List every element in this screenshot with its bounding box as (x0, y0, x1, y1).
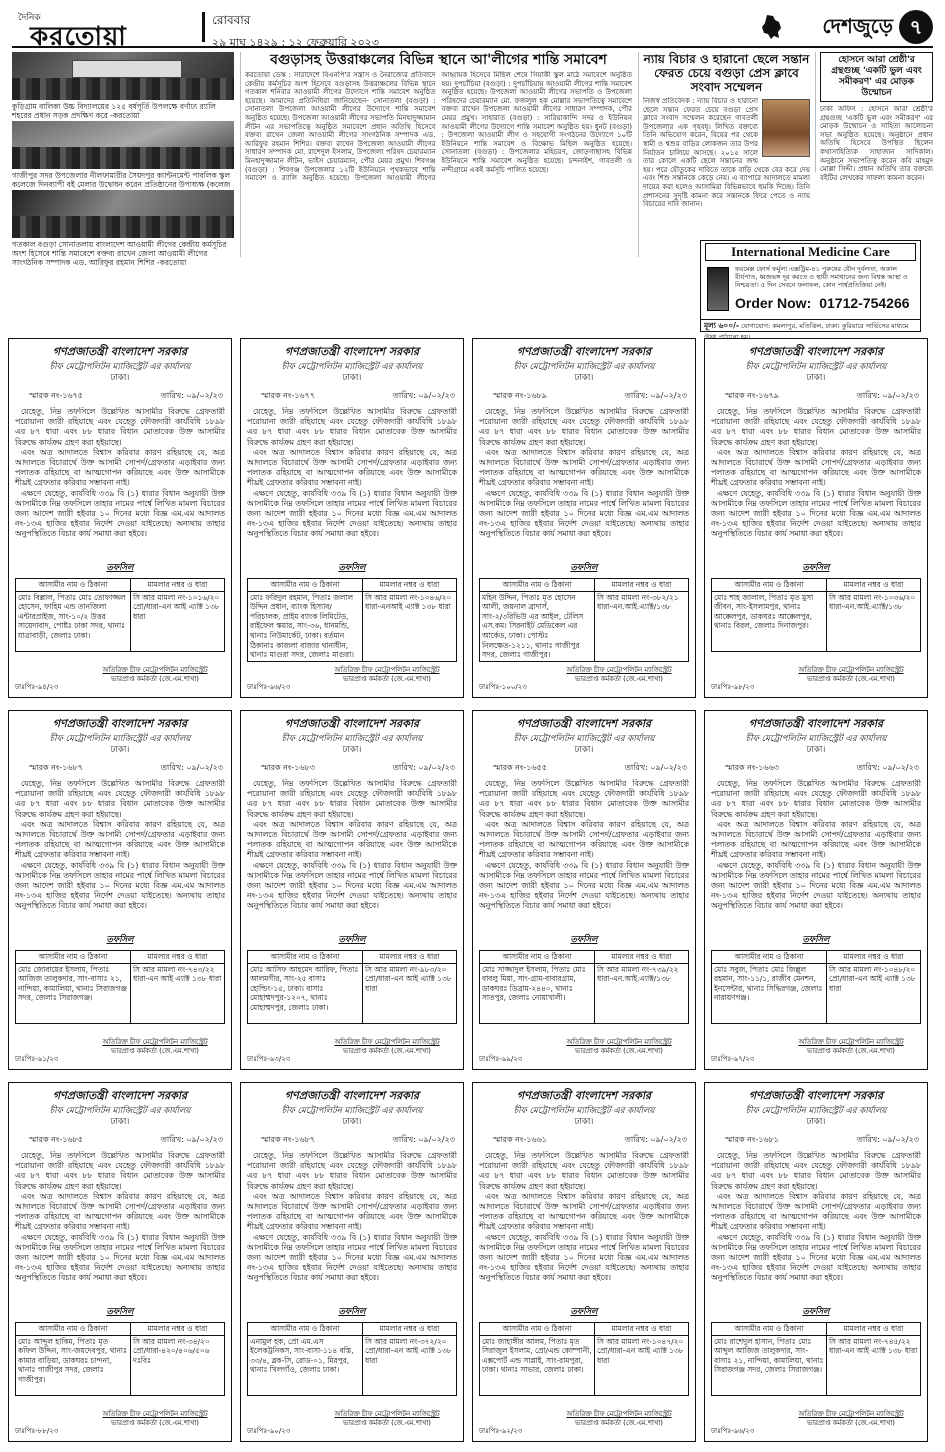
notice-paragraph: এক্ষণে যেহেতু, কার্যবিধি ৩৩৯ বি (১) ধারার বিধান অনুযায়ী উক্ত আসামীকে নিম্ন তফসিলে তাহার নামের পার্শ্বে লিখিত মামলা বিচারের জন্য আদেশ জারী হইবার ১০ দিনের মধ্যে বিজ্ঞ এম.এম আদালত নং-১৩এ হাজির হইবার নির্দেশ দেওয়া যাইতেছে। অন্যথায় তাহার অনুপস্থিতিতে বিচার কার্য সমাধা করা হইবে। (711, 1232, 921, 1283)
portrait-photo (762, 99, 810, 157)
notice-date: তারিখ: ০৯/০২/২৩ (624, 391, 687, 400)
notice-government: গণপ্রজাতন্ত্রী বাংলাদেশ সরকার (748, 717, 884, 730)
notice-paragraph: যেহেতু, নিম্ন তফসিলে উল্লেখিত আসামীর বিরুদ্ধে গ্রেফতারী পরোয়ানা জারী রহিয়াছে এবং যেহেতু ফৌজদারী কার্যবিধি ১৮৯৮ এর ৮৭ ধারা এবং ৮৮ ধারার বিধান মোতাবেক উক্ত আসামীর বিরুদ্ধে কার্যক্রম গ্রহণ করা হইয়াছে। (247, 779, 457, 819)
notice-paragraph: এবং অত্র আদালতে বিশ্বাস করিবার কারণ রহিয়াছে যে, অত্র আদালতে বিচারার্থে উক্ত আসামী সোপর্দ/গ্রেফতার এড়াইবার জন্য পলাতক রহিয়াছে বা আত্মগোপন করিয়াছে এবং উক্ত আসামীকে শীঘ্রই গ্রেফতার করিবার সম্ভাবনা নাই। (479, 819, 689, 860)
accused-cell: মোঃ শাহ জালাল, পিতাঃ মৃত মুসা জীবন, সাং-ইসলামপুর, থানাঃ আক্কেলপুর, ডাকঘরঃ আক্কেলপুর, থানাঃ বিরল, জেলাঃ দিনাজপুর। (712, 591, 827, 651)
notice-reference: ঢাঃপিঃ-৯৮/২৩ (711, 683, 755, 691)
signature-subtitle: ভারপ্রাপ্ত কর্মকর্তা (জে.এম.শাখা) (111, 674, 199, 683)
memo-number: স্মারক নং-১৬৬১ (493, 1135, 548, 1144)
signature-title: অতিরিক্ত চীফ মেট্রোপলিটন ম্যাজিস্ট্রেট (798, 1038, 904, 1046)
notice-meta (711, 390, 921, 403)
masthead (12, 8, 933, 52)
memo-number: স্মারক নং-১৬৮৭ (261, 1135, 316, 1144)
schedule-label: তফসিল (106, 1307, 134, 1317)
notice-office: চীফ মেট্রোপলিটন ম্যাজিস্ট্রেট এর কার্যালয় (513, 734, 655, 744)
notice-meta (711, 762, 921, 775)
accused-cell: মহিন উদ্দিন, পিতাঃ মৃত হোসেন আলী, জয়নাল ব্রাদার্স, সাং-২/৩রিভিউ এর আইল, টেলিস এস.কম। সিরনাইট মেডিকেল এর আর্কেড, ঢাকা। পোস্টঃ নিলক্ষেত-১২১১, থানাঃ গাজীপুর সদর, জেলাঃ গাজীপুর। (480, 591, 595, 661)
schedule-table (247, 1322, 457, 1396)
case-cell: সি আর মামলা নং-১০৪৬/২০ ধারা-এনআই এ্যাক্ট ১৩৮ ধারা (362, 591, 456, 661)
notice-reference: ঢাঃপিঃ-১০০/২৩ (479, 683, 527, 691)
ad-text: ফরমেক্স ফোর্স ফর্মুলা এক্সট্রিম-৪১ পুরুষের যৌন দুর্বলতা, অকাল বীর্যপাত, ধ্বজভঙ্গ দূর করতে ও স্থায়ী সমাধানের জন্য বিশ্বস্ত আস্থা ও নিশ্চয়তা। ৫ দিন সেবনে ফলাফল, কোন পার্শ্বপ্রতিক্রিয়া নেই। (735, 265, 908, 289)
notice-paragraph: এবং অত্র আদালতে বিশ্বাস করিবার কারণ রহিয়াছে যে, অত্র আদালতে বিচারার্থে উক্ত আসামী সোপর্দ/গ্রেফতার এড়াইবার জন্য পলাতক রহিয়াছে বা আত্মগোপন করিয়াছে এবং উক্ত আসামীকে শীঘ্রই গ্রেফতার করিবার সম্ভাবনা নাই। (15, 819, 225, 860)
signature-subtitle: ভারপ্রাপ্ত কর্মকর্তা (জে.এম.শাখা) (807, 1418, 895, 1427)
notice-government: গণপ্রজাতন্ত্রী বাংলাদেশ সরকার (748, 345, 884, 358)
signature-subtitle: ভারপ্রাপ্ত কর্মকর্তা (জে.এম.শাখা) (807, 1046, 895, 1055)
press-headline: ন্যায় বিচার ও হারানো ছেলে সন্তান ফেরত চেয়ে বগুড়া প্রেস ক্লাবে সংবাদ সম্মেলন (643, 52, 810, 94)
accused-cell: মোঃ বিল্লাল, পিতাঃ মোঃ তোফাজ্জল হোসেন, ফাহিম এন্ড তানজিলা এন্টারপ্রাইজ, সাং-১০/২ উত্তর সায়েদাবাদ, পোষ্টঃ ঢাকা সদর, থানাঃ যাত্রাবাড়ী, জেলাঃ ঢাকা। (16, 591, 131, 651)
col-case-header: মামলার নম্বর ও ধারা (826, 1323, 920, 1336)
bangladesh-map-icon (759, 14, 783, 40)
notice-office: চীফ মেট্রোপলিটন ম্যাজিস্ট্রেট এর কার্যালয় (281, 1106, 423, 1116)
notice-city: ঢাকা। (342, 745, 362, 755)
medicine-advertisement (700, 240, 921, 341)
notice-signature (781, 666, 921, 683)
accused-cell: মোঃ রাশেদুল হাসান, পিতাঃ মোঃ আব্দুল আজিজ তালুকদার, সাং-বাসাঃ ২১, নান্দিয়া, কামালিয়া, থানাঃ সিরাজগঞ্জ সদর, জেলাঃ সিরাজগঞ্জ। (712, 1335, 827, 1395)
notice-city: ঢাকা। (806, 745, 826, 755)
notice-body (479, 779, 689, 929)
notice-reference: ঢাঃপিঃ-৯৬/২৩ (711, 1427, 755, 1435)
col-case-header: মামলার নম্বর ও ধারা (362, 579, 456, 592)
case-cell: সি আর মামলা নং-৩৪/২০ প্রো/ধারা-৪২০/৪০৬/৫০৬ দঃবিঃ (130, 1335, 224, 1395)
col-accused-header: আসামীর নাম ও ঠিকানা (16, 579, 131, 592)
schedule-label: তফসিল (338, 1307, 366, 1317)
notice-office: চীফ মেট্রোপলিটন ম্যাজিস্ট্রেট এর কার্যালয় (281, 734, 423, 744)
memo-number: স্মারক নং-১৬৫৫ (493, 763, 547, 772)
memo-number: স্মারক নং-১৬৬৩ (725, 763, 780, 772)
court-notice (472, 1082, 696, 1442)
notice-body (247, 407, 457, 557)
col-accused-header: আসামীর নাম ও ঠিকানা (16, 951, 131, 964)
signature-title: অতিরিক্ত চীফ মেট্রোপলিটন ম্যাজিস্ট্রেট (334, 666, 440, 674)
meeting-photo (12, 190, 234, 238)
schedule-label: তফসিল (570, 1307, 598, 1317)
notice-paragraph: যেহেতু, নিম্ন তফসিলে উল্লেখিত আসামীর বিরুদ্ধে গ্রেফতারী পরোয়ানা জারী রহিয়াছে এবং যেহেতু ফৌজদারী কার্যবিধি ১৮৯৮ এর ৮৭ ধারা এবং ৮৮ ধারার বিধান মোতাবেক উক্ত আসামীর বিরুদ্ধে কার্যক্রম গ্রহণ করা হইয়াছে। (247, 407, 457, 447)
main-headline: বগুড়াসহ উত্তরাঞ্চলের বিভিন্ন স্থানে আ'লীগের শান্তি সমাবেশ (270, 52, 607, 68)
signature-title: অতিরিক্ত চীফ মেট্রোপলিটন ম্যাজিস্ট্রেট (566, 1038, 672, 1046)
accused-cell: মোঃ আব্দুল হাকিম, পিতাঃ মৃত কফিল উদ্দিন, সাং-জয়দেবপুর, থানাঃ কামার বাড়িয়া, ডাকঘরঃ চান্দনা, থানাঃ গাজীপুর সদর, জেলাঃ গাজীপুর। (16, 1335, 131, 1395)
signature-title: অতিরিক্ত চীফ মেট্রোপলিটন ম্যাজিস্ট্রেট (102, 666, 208, 674)
photo-banner (72, 60, 182, 78)
schedule-table (247, 578, 457, 662)
col-case-header: মামলার নম্বর ও ধারা (826, 579, 920, 592)
notice-paragraph: এবং অত্র আদালতে বিশ্বাস করিবার কারণ রহিয়াছে যে, অত্র আদালতে বিচারার্থে উক্ত আসামী সোপর্দ/গ্রেফতার এড়াইবার জন্য পলাতক রহিয়াছে বা আত্মগোপন করিয়াছে এবং উক্ত আসামীকে শীঘ্রই গ্রেফতার করিবার সম্ভাবনা নাই। (15, 447, 225, 488)
notice-paragraph: এক্ষণে যেহেতু, কার্যবিধি ৩৩৯ বি (১) ধারার বিধান অনুযায়ী উক্ত আসামীকে নিম্ন তফসিলে তাহার নামের পার্শ্বে লিখিত মামলা বিচারের জন্য আদেশ জারী হইবার ১০ দিনের মধ্যে বিজ্ঞ এম.এম আদালত নং-১৩এ হাজির হইবার নির্দেশ দেওয়া যাইতেছে। অন্যথায় তাহার অনুপস্থিতিতে বিচার কার্য সমাধা করা হইবে। (479, 1232, 689, 1283)
full-date: ২৯ মাঘ ১৪২৯ : ১২ ফেব্রুয়ারি ২০২৩ (212, 36, 380, 49)
schedule-label: তফসিল (570, 935, 598, 945)
notice-paragraph: যেহেতু, নিম্ন তফসিলে উল্লেখিত আসামীর বিরুদ্ধে গ্রেফতারী পরোয়ানা জারী রহিয়াছে এবং যেহেতু ফৌজদারী কার্যবিধি ১৮৯৮ এর ৮৭ ধারা এবং ৮৮ ধারার বিধান মোতাবেক উক্ত আসামীর বিরুদ্ধে কার্যক্রম গ্রহণ করা হইয়াছে। (479, 407, 689, 447)
notice-meta (247, 762, 457, 775)
notice-government: গণপ্রজাতন্ত্রী বাংলাদেশ সরকার (52, 717, 188, 730)
notice-paragraph: এক্ষণে যেহেতু, কার্যবিধি ৩৩৯ বি (১) ধারার বিধান অনুযায়ী উক্ত আসামীকে নিম্ন তফসিলে তাহার নামের পার্শ্বে লিখিত মামলা বিচারের জন্য আদেশ জারী হইবার ১০ দিনের মধ্যে বিজ্ঞ এম.এম আদালত নং-১৩এ হাজির হইবার নির্দেশ দেওয়া যাইতেছে। অন্যথায় তাহার অনুপস্থিতিতে বিচার কার্য সমাধা করা হইবে। (479, 860, 689, 911)
notice-government: গণপ্রজাতন্ত্রী বাংলাদেশ সরকার (516, 1089, 652, 1102)
notice-office: চীফ মেট্রোপলিটন ম্যাজিস্ট্রেট এর কার্যালয় (49, 1106, 191, 1116)
order-label: Order Now: (735, 295, 812, 311)
notice-grid (8, 338, 937, 1446)
ad-footer-text: যোগাযোগ: কমলাপুর, মতিঝিল, ঢাকা। কুরিয়ারে সার্ভিসের মাধ্যমে ঔষধ পাঠানো হয়। (704, 322, 909, 341)
photo-crowd (12, 216, 234, 238)
memo-number: স্মারক নং-১৬৭৭ (261, 391, 316, 400)
court-notice (8, 710, 232, 1070)
notice-government: গণপ্রজাতন্ত্রী বাংলাদেশ সরকার (52, 345, 188, 358)
schedule-label: তফসিল (338, 935, 366, 945)
notice-reference: ঢাঃপিঃ-৯৭/২৩ (711, 1055, 755, 1063)
notice-date: তারিখ: ০৯/০২/২৩ (624, 1135, 687, 1144)
notice-signature (549, 1038, 689, 1055)
schedule-label: তফসিল (106, 563, 134, 573)
court-notice (472, 338, 696, 698)
notice-date: তারিখ: ০৯/০২/২৩ (624, 763, 687, 772)
notice-body (479, 407, 689, 557)
col-case-header: মামলার নম্বর ও ধারা (362, 951, 456, 964)
notice-city: ঢাকা। (574, 745, 594, 755)
notice-paragraph: এক্ষণে যেহেতু, কার্যবিধি ৩৩৯ বি (১) ধারার বিধান অনুযায়ী উক্ত আসামীকে নিম্ন তফসিলে তাহার নামের পার্শ্বে লিখিত মামলা বিচারের জন্য আদেশ জারী হইবার ১০ দিনের মধ্যে বিজ্ঞ এম.এম আদালত নং-১৩এ হাজির হইবার নির্দেশ দেওয়া যাইতেছে। অন্যথায় তাহার অনুপস্থিতিতে বিচার কার্য সমাধা করা হইবে। (479, 488, 689, 539)
notice-body (15, 779, 225, 929)
notice-signature (781, 1038, 921, 1055)
notice-paragraph: যেহেতু, নিম্ন তফসিলে উল্লেখিত আসামীর বিরুদ্ধে গ্রেফতারী পরোয়ানা জারী রহিয়াছে এবং যেহেতু ফৌজদারী কার্যবিধি ১৮৯৮ এর ৮৭ ধারা এবং ৮৮ ধারার বিধান মোতাবেক উক্ত আসামীর বিরুদ্ধে কার্যক্রম গ্রহণ করা হইয়াছে। (15, 1151, 225, 1191)
memo-number: স্মারক নং-১৬৭৯ (725, 391, 780, 400)
notice-city: ঢাকা। (806, 1117, 826, 1127)
schedule-table (479, 578, 689, 662)
schedule-table (479, 950, 689, 1024)
court-notice (240, 338, 464, 698)
notice-reference: ঢাঃপিঃ-৮৮/২৩ (15, 1427, 59, 1435)
main-story-body: করতোয়া ডেস্ক : সারাদেশে বিএনপি'র সন্ত্রাস ও নৈরাজ্যের প্রতিবাদে কেন্দ্রীয় কর্মসূচির অংশ হিসেবে বগুড়াসহ উত্তরাঞ্চলের বিভিন্ন স্থানে গতকাল শনিবার আওয়ামী লীগের উদ্যোগে শান্তি সমাবেশ অনুষ্ঠিত হয়েছে। আমাদের প্রতিনিধিরা জানিয়েছেন- সোনাতলা (বগুড়া) : সোনাতলা উপজেলা আওয়ামী লীগের উদ্যোগে শান্তি সমাবেশ অনুষ্ঠিত হয়েছে। উপজেলা আওয়ামী লীগের সভাপতি মিনহাদুজ্জামান লীটন এর সভাপতিত্বে অনুষ্ঠিত সমাবেশে প্রধান অতিথি হিসেবে বক্তব্য রাখেন জেলা আওয়ামী লীগের সাংগঠনিক সম্পাদক এড. আরিফুর রহমান শিশির। বক্তব্য রাখেন উপজেলা আওয়ামী লীগের সাধারণ সম্পাদক মো. রাশেদুল ইসলাম, উপজেলা পরিষদ চেয়ারম্যান মিনহাদুজ্জামান লীটন, ভাইস চেয়ারম্যান, পৌর মেয়র প্রমুখ। শিবগঞ্জ (বগুড়া) : শিবগঞ্জ উপজেলার ১২টি ইউনিয়নে পৃথকভাবে শান্তি সমাবেশ ও র‌্যালি অনুষ্ঠিত হয়েছে। উপজেলা আওয়ামী লীগের আহ্বায়ক হিসেবে মিছিল শেষে সিয়াকী স্কুল মাঠে সমাবেশে অনুষ্ঠিত হয়। দুপচাঁচিয়া (বগুড়া) : দুপচাঁচিয়ায় আওয়ামী লীগের শান্তি সমাবেশ অনুষ্ঠিত হয়েছে। উপজেলা আওয়ামী লীগের সভাপতি ও উপজেলা পরিষদের চেয়ারম্যান মো. ফজলুল হক মোল্লার সভাপতিত্বে সমাবেশে বক্তব্য রাখেন উপজেলা আওয়ামী লীগের সাধারণ সম্পাদক, পৌর মেয়র প্রমুখ। সাহারাত (বগুড়া) : সারিয়াকান্দি সদর ও ইউনিয়ন আওয়ামী লীগের উদ্যোগে শান্তি সমাবেশ অনুষ্ঠিত হয়। ধুনট (বগুড়া) : উপজেলা আওয়ামী লীগ ও সহযোগী সংগঠনের উদ্যোগে ১০টি ইউনিয়নে শান্তি সমাবেশ ও বিক্ষোভ মিছিল অনুষ্ঠিত হয়েছে। সোনাতলা (বগুড়া) : উপজেলার মহিচরণ, জোড়গাছাসহ বিভিন্ন ইউনিয়নে শান্তি সমাবেশ অনুষ্ঠিত হয়েছে। চন্দনাইশ, গাবতলী ও নন্দীগ্রামে একই কর্মসূচি পালিত হয়েছে। (245, 71, 632, 183)
schedule-table (15, 1322, 225, 1396)
notice-city: ঢাকা। (806, 373, 826, 383)
notice-paragraph: এক্ষণে যেহেতু, কার্যবিধি ৩৩৯ বি (১) ধারার বিধান অনুযায়ী উক্ত আসামীকে নিম্ন তফসিলে তাহার নামের পার্শ্বে লিখিত মামলা বিচারের জন্য আদেশ জারী হইবার ১০ দিনের মধ্যে বিজ্ঞ এম.এম আদালত নং-১৩এ হাজির হইবার নির্দেশ দেওয়া যাইতেছে। অন্যথায় তাহার অনুপস্থিতিতে বিচার কার্য সমাধা করা হইবে। (15, 488, 225, 539)
notice-government: গণপ্রজাতন্ত্রী বাংলাদেশ সরকার (516, 717, 652, 730)
notice-paragraph: যেহেতু, নিম্ন তফসিলে উল্লেখিত আসামীর বিরুদ্ধে গ্রেফতারী পরোয়ানা জারী রহিয়াছে এবং যেহেতু ফৌজদারী কার্যবিধি ১৮৯৮ এর ৮৭ ধারা এবং ৮৮ ধারার বিধান মোতাবেক উক্ত আসামীর বিরুদ্ধে কার্যক্রম গ্রহণ করা হইয়াছে। (479, 779, 689, 819)
press-conference-story (638, 52, 810, 257)
book-fair-photo (12, 121, 234, 169)
section-title: দেশজুড়ে (822, 14, 893, 38)
memo-number: স্মারক নং-১৬৮১ (725, 1135, 779, 1144)
photo-caption: গতকাল বগুড়া সোনাতলায় বাংলাদেশ আওয়ামী লীগের কেন্দ্রীয় কর্মসূচির অংশ হিসেবে শান্তি সমাবেশে বক্তব্য রাখেন জেলা আওয়ামী লীগের সাংগঠনিক সম্পাদক এড. আরিফুর রহমান শিশির -করতোয়া (12, 240, 227, 267)
schedule-label: তফসিল (802, 935, 830, 945)
notice-date: তারিখ: ০৯/০২/২৩ (856, 391, 919, 400)
notice-city: ঢাকা। (110, 745, 130, 755)
notice-date: তারিখ: ০৯/০২/২৩ (392, 1135, 455, 1144)
notice-body (247, 779, 457, 929)
notice-meta (711, 1134, 921, 1147)
notice-government: গণপ্রজাতন্ত্রী বাংলাদেশ সরকার (516, 345, 652, 358)
court-notice (8, 1082, 232, 1442)
signature-title: অতিরিক্ত চীফ মেট্রোপলিটন ম্যাজিস্ট্রেট (566, 1410, 672, 1418)
memo-number: স্মারক নং-১৬৭৫ (29, 391, 84, 400)
notice-body (247, 1151, 457, 1301)
notice-city: ঢাকা। (110, 373, 130, 383)
case-cell: সি আর মামলা নং-১০৪৮/২০ প্রো/ধারা-এন আই এ্যাক্ট ১৩৮ ধারা (826, 963, 920, 1023)
notice-city: ঢাকা। (342, 373, 362, 383)
col-accused-header: আসামীর নাম ও ঠিকানা (480, 579, 595, 592)
col-accused-header: আসামীর নাম ও ঠিকানা (480, 1323, 595, 1336)
case-cell: সি আর মামলা নং-১০৩৬/২০ ধারা-এন.আই.এ্যাক্ট/১৩৮ (826, 591, 920, 651)
schedule-table (711, 578, 921, 652)
schedule-table (711, 950, 921, 1024)
notice-office: চীফ মেট্রোপলিটন ম্যাজিস্ট্রেট এর কার্যালয় (513, 1106, 655, 1116)
memo-number: স্মারক নং-১৬৮৫ (29, 1135, 83, 1144)
court-notice (240, 710, 464, 1070)
accused-cell: মোঃ ফরিদুল রহমান, পিতাঃ জলাল উদ্দিন প্রধান, ব্যাংক হিস্যাব/পরিচালক, প্রাইম ব্যাংক লিমিটেড, রাইফেল স্কয়ার, সাং-৩৬, ধানমন্ডি, থানাঃ নিউমার্কেট, ঢাকা। বর্তমান ঠিকানাঃ কাজলা বাজার থানাধীন, থানাঃ মাগুরা সদর, জেলাঃ মাগুরা। (248, 591, 363, 661)
notice-date: তারিখ: ০৯/০২/২৩ (160, 763, 223, 772)
accused-cell: মোঃ জোবায়ের ইসলাম, পিতাঃ আজিজ তালুকদার, সাং-বাসাঃ ২১, নান্দিয়া, কামালিয়া, থানাঃ সিরাজগঞ্জ সদর, জেলাঃ সিরাজগঞ্জ। (16, 963, 131, 1023)
notice-signature (549, 1410, 689, 1427)
court-notice (704, 710, 928, 1070)
notice-paragraph: এক্ষণে যেহেতু, কার্যবিধি ৩৩৯ বি (১) ধারার বিধান অনুযায়ী উক্ত আসামীকে নিম্ন তফসিলে তাহার নামের পার্শ্বে লিখিত মামলা বিচারের জন্য আদেশ জারী হইবার ১০ দিনের মধ্যে বিজ্ঞ এম.এম আদালত নং-১৩এ হাজির হইবার নির্দেশ দেওয়া যাইতেছে। অন্যথায় তাহার অনুপস্থিতিতে বিচার কার্য সমাধা করা হইবে। (247, 488, 457, 539)
notice-paragraph: যেহেতু, নিম্ন তফসিলে উল্লেখিত আসামীর বিরুদ্ধে গ্রেফতারী পরোয়ানা জারী রহিয়াছে এবং যেহেতু ফৌজদারী কার্যবিধি ১৮৯৮ এর ৮৭ ধারা এবং ৮৮ ধারার বিধান মোতাবেক উক্ত আসামীর বিরুদ্ধে কার্যক্রম গ্রহণ করা হইয়াছে। (247, 1151, 457, 1191)
signature-subtitle: ভারপ্রাপ্ত কর্মকর্তা (জে.এম.শাখা) (343, 674, 431, 683)
notice-signature (317, 1410, 457, 1427)
notice-office: চীফ মেট্রোপলিটন ম্যাজিস্ট্রেট এর কার্যালয় (513, 362, 655, 372)
newspaper-logo (12, 10, 187, 52)
notice-body (15, 1151, 225, 1301)
signature-subtitle: ভারপ্রাপ্ত কর্মকর্তা (জে.এম.শাখা) (575, 1046, 663, 1055)
ad-order (735, 295, 910, 311)
notice-body (711, 779, 921, 929)
accused-cell: মোঃ সাজ্জাদুল ইসলাম, পিতাঃ মোঃ বাবলু মিয়া, সাং-গ্রাম-বাবারগ্রাম, ডাকঘরঃ ডিব্রাম-২৪৪০, থানাঃ সাতপুর, জেলাঃ নোয়াখালী। (480, 963, 595, 1023)
notice-government: গণপ্রজাতন্ত্রী বাংলাদেশ সরকার (284, 345, 420, 358)
case-cell: সি আর মামলা নং-৯৮৩/২০ প্রো/ধারা-এন আই এ্যাক্ট ১৩৮ ধারা (362, 963, 456, 1023)
notice-government: গণপ্রজাতন্ত্রী বাংলাদেশ সরকার (284, 1089, 420, 1102)
notice-meta (479, 390, 689, 403)
notice-date: তারিখ: ০৯/০২/২৩ (856, 1135, 919, 1144)
photo-crowd (12, 78, 234, 100)
schedule-table (479, 1322, 689, 1396)
weekday: রোববার (212, 13, 251, 27)
notice-paragraph: যেহেতু, নিম্ন তফসিলে উল্লেখিত আসামীর বিরুদ্ধে গ্রেফতারী পরোয়ানা জারী রহিয়াছে এবং যেহেতু ফৌজদারী কার্যবিধি ১৮৯৮ এর ৮৭ ধারা এবং ৮৮ ধারার বিধান মোতাবেক উক্ত আসামীর বিরুদ্ধে কার্যক্রম গ্রহণ করা হইয়াছে। (15, 407, 225, 447)
notice-paragraph: এক্ষণে যেহেতু, কার্যবিধি ৩৩৯ বি (১) ধারার বিধান অনুযায়ী উক্ত আসামীকে নিম্ন তফসিলে তাহার নামের পার্শ্বে লিখিত মামলা বিচারের জন্য আদেশ জারী হইবার ১০ দিনের মধ্যে বিজ্ঞ এম.এম আদালত নং-১৩এ হাজির হইবার নির্দেশ দেওয়া যাইতেছে। অন্যথায় তাহার অনুপস্থিতিতে বিচার কার্য সমাধা করা হইবে। (247, 1232, 457, 1283)
notice-city: ঢাকা। (574, 373, 594, 383)
press-story-text: নিজস্ব প্রতিবেদক : ন্যায় বিচার ও হারানো ছেলে সন্তান ফেরত চেয়ে বগুড়া প্রেস ক্লাবে সংবাদ সম্মেলন করেছেন গাবতলী উপজেলার এক গৃহবধূ। লিখিত বক্তব্যে তিনি অভিযোগ করেন, বিয়ের পর থেকে স্বামী ও শ্বশুর বাড়ির লোকজন তার উপর নির্যাতন চালিয়ে আসছে। ২০১৫ সালে তার কোলে একটি ছেলে সন্তানের জন্ম হয়। পরে যৌতুকের দাবিতে তাকে বাড়ি থেকে বের করে দেয় এবং শিশু সন্তানকে কেড়ে নেয়। এ ব্যাপারে আদালতে মামলা দায়ের করা হলেও আসামিরা বিভিন্নভাবে হুমকি দিচ্ছে। তিনি প্রশাসনের সুদৃষ্টি কামনা করে সন্তানকে ফিরে পেতে ও ন্যায় বিচারের দাবি জানান। (643, 97, 810, 209)
accused-cell: মোঃ সবুজ, পিতাঃ মোঃ জিল্লুল রহমান, সাং-১১/১, রাজীব মেনশন, ইনসেন্টার, থানাঃ সিদ্ধিরগঞ্জ, জেলাঃ নারায়ণগঞ্জ। (712, 963, 827, 1023)
notice-paragraph: এক্ষণে যেহেতু, কার্যবিধি ৩৩৯ বি (১) ধারার বিধান অনুযায়ী উক্ত আসামীকে নিম্ন তফসিলে তাহার নামের পার্শ্বে লিখিত মামলা বিচারের জন্য আদেশ জারী হইবার ১০ দিনের মধ্যে বিজ্ঞ এম.এম আদালত নং-১৩এ হাজির হইবার নির্দেশ দেওয়া যাইতেছে। অন্যথায় তাহার অনুপস্থিতিতে বিচার কার্য সমাধা করা হইবে। (711, 860, 921, 911)
notice-signature (317, 1038, 457, 1055)
page-number: ৭ (899, 10, 933, 44)
notice-body (479, 1151, 689, 1301)
notice-city: ঢাকা। (574, 1117, 594, 1127)
signature-title: অতিরিক্ত চীফ মেট্রোপলিটন ম্যাজিস্ট্রেট (798, 666, 904, 674)
notice-paragraph: এবং অত্র আদালতে বিশ্বাস করিবার কারণ রহিয়াছে যে, অত্র আদালতে বিচারার্থে উক্ত আসামী সোপর্দ/গ্রেফতার এড়াইবার জন্য পলাতক রহিয়াছে বা আত্মগোপন করিয়াছে এবং উক্ত আসামীকে শীঘ্রই গ্রেফতার করিবার সম্ভাবনা নাই। (479, 447, 689, 488)
signature-title: অতিরিক্ত চীফ মেট্রোপলিটন ম্যাজিস্ট্রেট (102, 1038, 208, 1046)
notice-paragraph: এক্ষণে যেহেতু, কার্যবিধি ৩৩৯ বি (১) ধারার বিধান অনুযায়ী উক্ত আসামীকে নিম্ন তফসিলে তাহার নামের পার্শ্বে লিখিত মামলা বিচারের জন্য আদেশ জারী হইবার ১০ দিনের মধ্যে বিজ্ঞ এম.এম আদালত নং-১৩এ হাজির হইবার নির্দেশ দেওয়া যাইতেছে। অন্যথায় তাহার অনুপস্থিতিতে বিচার কার্য সমাধা করা হইবে। (15, 860, 225, 911)
notice-reference: ঢাঃপিঃ-৯২/২৩ (479, 1427, 523, 1435)
notice-body (15, 407, 225, 557)
notice-date: তারিখ: ০৯/০২/২৩ (392, 391, 455, 400)
notice-reference: ঢাঃপিঃ-৯৬/২৩ (247, 683, 291, 691)
notice-office: চীফ মেট্রোপলিটন ম্যাজিস্ট্রেট এর কার্যালয় (745, 734, 887, 744)
schedule-label: তফসিল (802, 563, 830, 573)
photo-crowd (12, 147, 234, 169)
notice-paragraph: যেহেতু, নিম্ন তফসিলে উল্লেখিত আসামীর বিরুদ্ধে গ্রেফতারী পরোয়ানা জারী রহিয়াছে এবং যেহেতু ফৌজদারী কার্যবিধি ১৮৯৮ এর ৮৭ ধারা এবং ৮৮ ধারার বিধান মোতাবেক উক্ত আসামীর বিরুদ্ধে কার্যক্রম গ্রহণ করা হইয়াছে। (15, 779, 225, 819)
notice-reference: ঢাঃপিঃ-৯১/২৩ (15, 1055, 59, 1063)
schedule-table (15, 578, 225, 652)
signature-title: অতিরিক্ত চীফ মেট্রোপলিটন ম্যাজিস্ট্রেট (566, 666, 672, 674)
notice-paragraph: এবং অত্র আদালতে বিশ্বাস করিবার কারণ রহিয়াছে যে, অত্র আদালতে বিচারার্থে উক্ত আসামী সোপর্দ/গ্রেফতার এড়াইবার জন্য পলাতক রহিয়াছে বা আত্মগোপন করিয়াছে এবং উক্ত আসামীকে শীঘ্রই গ্রেফতার করিবার সম্ভাবনা নাই। (711, 1191, 921, 1232)
signature-subtitle: ভারপ্রাপ্ত কর্মকর্তা (জে.এম.শাখা) (575, 674, 663, 683)
signature-subtitle: ভারপ্রাপ্ত কর্মকর্তা (জে.এম.শাখা) (111, 1418, 199, 1427)
rally-photo (12, 52, 234, 100)
schedule-label: তফসিল (802, 1307, 830, 1317)
notice-meta (479, 762, 689, 775)
notice-paragraph: যেহেতু, নিম্ন তফসিলে উল্লেখিত আসামীর বিরুদ্ধে গ্রেফতারী পরোয়ানা জারী রহিয়াছে এবং যেহেতু ফৌজদারী কার্যবিধি ১৮৯৮ এর ৮৭ ধারা এবং ৮৮ ধারার বিধান মোতাবেক উক্ত আসামীর বিরুদ্ধে কার্যক্রম গ্রহণ করা হইয়াছে। (711, 779, 921, 819)
notice-reference: ঢাঃপিঃ-৯০/২৩ (247, 1427, 291, 1435)
notice-government: গণপ্রজাতন্ত্রী বাংলাদেশ সরকার (748, 1089, 884, 1102)
notice-date: তারিখ: ০৯/০২/২৩ (856, 763, 919, 772)
notice-meta (247, 1134, 457, 1147)
col-accused-header: আসামীর নাম ও ঠিকানা (16, 1323, 131, 1336)
notice-meta (479, 1134, 689, 1147)
notice-office: চীফ মেট্রোপলিটন ম্যাজিস্ট্রেট এর কার্যালয় (281, 362, 423, 372)
notice-meta (15, 1134, 225, 1147)
notice-date: তারিখ: ০৯/০২/২৩ (392, 763, 455, 772)
case-cell: সি আর মামলা নং-৭৩৯/২২ ধারা-এন.আই.এ্যাক্ট/১৩৮ (594, 963, 688, 1023)
col-accused-header: আসামীর নাম ও ঠিকানা (248, 951, 363, 964)
notice-meta (247, 390, 457, 403)
order-phone: 01712-754266 (819, 295, 910, 311)
signature-title: অতিরিক্ত চীফ মেট্রোপলিটন ম্যাজিস্ট্রেট (334, 1410, 440, 1418)
ad-footer (701, 319, 920, 341)
schedule-label: তফসিল (570, 563, 598, 573)
col-case-header: মামলার নম্বর ও ধারা (130, 951, 224, 964)
accused-cell: এনামুল হক, প্রো এম.এস ইলেকট্রনিকস, সাং-বাসা-১১৪ বস্তি, ৩৩/৪, ব্লক-সি, রোড-০১, মিরপুর, থানাঃ খিলগাঁও, জেলাঃ ঢাকা। (248, 1335, 363, 1395)
notice-signature (781, 1410, 921, 1427)
notice-city: ঢাকা। (342, 1117, 362, 1127)
notice-body (711, 1151, 921, 1301)
memo-number: স্মারক নং-১৬৮৭ (29, 763, 84, 772)
schedule-label: তফসিল (106, 935, 134, 945)
col-accused-header: আসামীর নাম ও ঠিকানা (248, 1323, 363, 1336)
notice-paragraph: এবং অত্র আদালতে বিশ্বাস করিবার কারণ রহিয়াছে যে, অত্র আদালতে বিচারার্থে উক্ত আসামী সোপর্দ/গ্রেফতার এড়াইবার জন্য পলাতক রহিয়াছে বা আত্মগোপন করিয়াছে এবং উক্ত আসামীকে শীঘ্রই গ্রেফতার করিবার সম্ভাবনা নাই। (15, 1191, 225, 1232)
notice-date: তারিখ: ০৯/০২/২৩ (160, 391, 223, 400)
photo-column (12, 52, 234, 267)
signature-subtitle: ভারপ্রাপ্ত কর্মকর্তা (জে.এম.শাখা) (111, 1046, 199, 1055)
notice-paragraph: এবং অত্র আদালতে বিশ্বাস করিবার কারণ রহিয়াছে যে, অত্র আদালতে বিচারার্থে উক্ত আসামী সোপর্দ/গ্রেফতার এড়াইবার জন্য পলাতক রহিয়াছে বা আত্মগোপন করিয়াছে এবং উক্ত আসামীকে শীঘ্রই গ্রেফতার করিবার সম্ভাবনা নাই। (479, 1191, 689, 1232)
signature-title: অতিরিক্ত চীফ মেট্রোপলিটন ম্যাজিস্ট্রেট (334, 1038, 440, 1046)
court-notice (472, 710, 696, 1070)
case-cell: সি আর মামলা নং-৩৭২/২০ প্রো/ধারা-এন আই এ্যাক্ট ১৩৮ ধারা (362, 1335, 456, 1395)
ad-title: International Medicine Care (705, 243, 916, 261)
notice-reference: ঢাঃপিঃ-৯৯/২৩ (479, 1055, 523, 1063)
notice-office: চীফ মেট্রোপলিটন ম্যাজিস্ট্রেট এর কার্যালয় (49, 362, 191, 372)
book-headline: হোসনে আরা শ্রেষ্ঠী'র গ্রন্থগুচ্ছ 'একটি ভুল এবং সমীকরণ' এর মোড়ক উন্মোচন (820, 52, 933, 102)
notice-paragraph: এক্ষণে যেহেতু, কার্যবিধি ৩৩৯ বি (১) ধারার বিধান অনুযায়ী উক্ত আসামীকে নিম্ন তফসিলে তাহার নামের পার্শ্বে লিখিত মামলা বিচারের জন্য আদেশ জারী হইবার ১০ দিনের মধ্যে বিজ্ঞ এম.এম আদালত নং-১৩এ হাজির হইবার নির্দেশ দেওয়া যাইতেছে। অন্যথায় তাহার অনুপস্থিতিতে বিচার কার্য সমাধা করা হইবে। (247, 860, 457, 911)
signature-title: অতিরিক্ত চীফ মেট্রোপলিটন ম্যাজিস্ট্রেট (798, 1410, 904, 1418)
signature-subtitle: ভারপ্রাপ্ত কর্মকর্তা (জে.এম.শাখা) (343, 1046, 431, 1055)
schedule-table (15, 950, 225, 1024)
notice-government: গণপ্রজাতন্ত্রী বাংলাদেশ সরকার (52, 1089, 188, 1102)
medicine-box-icon (707, 267, 729, 311)
signature-subtitle: ভারপ্রাপ্ত কর্মকর্তা (জে.এম.শাখা) (807, 674, 895, 683)
photo-caption: গাজীপুর সদর উপজেলার নীলফামারীর সৈয়দপুর ক্যান্টনমেন্ট পাবলিক স্কুল কলেজে দিনব্যাপী বই মেলার উদ্বোধন করেন প্রতিষ্ঠানের উপাধ্যক্ষ (কলেজ (12, 171, 231, 189)
col-accused-header: আসামীর নাম ও ঠিকানা (248, 579, 363, 592)
notice-meta (15, 762, 225, 775)
col-case-header: মামলার নম্বর ও ধারা (594, 579, 688, 592)
schedule-table (711, 1322, 921, 1396)
accused-cell: মোঃ জাহাঙ্গীর আলম, পিতাঃ মৃত সিরাজুল ইসলাম, প্রো/এন্ড কোম্পানী, এক্সপোর্ট এন্ড সাপ্লাই, সাং-রামপুরা, ঢাকা। থানাঃ সাভার, জেলাঃ ঢাকা। (480, 1335, 595, 1395)
notice-paragraph: এক্ষণে যেহেতু, কার্যবিধি ৩৩৯ বি (১) ধারার বিধান অনুযায়ী উক্ত আসামীকে নিম্ন তফসিলে তাহার নামের পার্শ্বে লিখিত মামলা বিচারের জন্য আদেশ জারী হইবার ১০ দিনের মধ্যে বিজ্ঞ এম.এম আদালত নং-১৩এ হাজির হইবার নির্দেশ দেওয়া যাইতেছে। অন্যথায় তাহার অনুপস্থিতিতে বিচার কার্য সমাধা করা হইবে। (15, 1232, 225, 1283)
case-cell: সি আর মামলা নং-৩৮২/২১ ধারা-এন.আই.এ্যাক্ট/১৩৮ (594, 591, 688, 661)
logo-name: করতোয়া (30, 22, 127, 52)
signature-subtitle: ভারপ্রাপ্ত কর্মকর্তা (জে.এম.শাখা) (343, 1418, 431, 1427)
notice-office: চীফ মেট্রোপলিটন ম্যাজিস্ট্রেট এর কার্যালয় (745, 1106, 887, 1116)
court-notice (704, 338, 928, 698)
court-notice (8, 338, 232, 698)
notice-paragraph: যেহেতু, নিম্ন তফসিলে উল্লেখিত আসামীর বিরুদ্ধে গ্রেফতারী পরোয়ানা জারী রহিয়াছে এবং যেহেতু ফৌজদারী কার্যবিধি ১৮৯৮ এর ৮৭ ধারা এবং ৮৮ ধারার বিধান মোতাবেক উক্ত আসামীর বিরুদ্ধে কার্যক্রম গ্রহণ করা হইয়াছে। (711, 1151, 921, 1191)
case-cell: সি আর মামলা নং-৭৪৫/২২ ধারা-এন আই এ্যাক্ট ১৩৮ ধারা (826, 1335, 920, 1395)
court-notice (240, 1082, 464, 1442)
col-case-header: মামলার নম্বর ও ধারা (130, 1323, 224, 1336)
accused-cell: মোঃ আসিফ আহমেদ আরিফ, পিতাঃ আলমগীর, সাং-২৫ বাসাঃ হোল্ডিং-১৫, ঢাকা। বাসাঃ মোহাম্মদপুর-১২০৭, থানাঃ মোহাম্মদপুর, জেলাঃ ঢাকা। (248, 963, 363, 1023)
notice-reference: ঢাঃপিঃ-৯৪/২৩ (15, 683, 59, 691)
schedule-label: তফসিল (338, 563, 366, 573)
memo-number: স্মারক নং-১৬৮৯ (493, 391, 547, 400)
notice-date: তারিখ: ০৯/০২/২৩ (160, 1135, 223, 1144)
case-cell: সি আর মামলা নং-১০১৬/২০ প্রো/ধারা-এন আই এ্যাক্ট ১৩৮ ধারা (130, 591, 224, 651)
book-launch-story (815, 52, 933, 182)
col-accused-header: আসামীর নাম ও ঠিকানা (712, 951, 827, 964)
col-case-header: মামলার নম্বর ও ধারা (362, 1323, 456, 1336)
col-accused-header: আসামীর নাম ও ঠিকানা (712, 1323, 827, 1336)
photo-caption: কুড়িগ্রাম বালিকা উচ্চ বিদ্যালয়ের ১২৫ বর্ষপূর্তি উপলক্ষে বর্ণাঢ্য র‌্যালি শহরের প্রধান সড়ক প্রদক্ষিণ করে -করতোয়া (12, 102, 216, 120)
notice-paragraph: এক্ষণে যেহেতু, কার্যবিধি ৩৩৯ বি (১) ধারার বিধান অনুযায়ী উক্ত আসামীকে নিম্ন তফসিলে তাহার নামের পার্শ্বে লিখিত মামলা বিচারের জন্য আদেশ জারী হইবার ১০ দিনের মধ্যে বিজ্ঞ এম.এম আদালত নং-১৩এ হাজির হইবার নির্দেশ দেওয়া যাইতেছে। অন্যথায় তাহার অনুপস্থিতিতে বিচার কার্য সমাধা করা হইবে। (711, 488, 921, 539)
notice-signature (549, 666, 689, 683)
ad-price: মূল্য ৬০০/- (704, 321, 740, 330)
schedule-table (247, 950, 457, 1024)
notice-office: চীফ মেট্রোপলিটন ম্যাজিস্ট্রেট এর কার্যালয় (49, 734, 191, 744)
book-story-body: ঢাকা অফিস : হোসনে আরা শ্রেষ্ঠী'র গ্রন্থগুচ্ছ 'একটি ভুল এবং সমীকরণ' এর মোড়ক উন্মোচন ও সাহিত্য আলোচনা সভা অনুষ্ঠিত হয়েছে। অনুষ্ঠানে প্রধান অতিথি হিসেবে উপস্থিত ছিলেন কথাসাহিত্যিক সাহাজান সাদিকাল। অনুষ্ঠানে সভাপতিত্ব করেন কবি মাহমুদ মোল্লা সিদ্দী। প্রধান অতিথি তার বক্তব্যে বইটির লেখকের সাফল্য কামনা করেন। (820, 105, 933, 182)
notice-paragraph: এবং অত্র আদালতে বিশ্বাস করিবার কারণ রহিয়াছে যে, অত্র আদালতে বিচারার্থে উক্ত আসামী সোপর্দ/গ্রেফতার এড়াইবার জন্য পলাতক রহিয়াছে বা আত্মগোপন করিয়াছে এবং উক্ত আসামীকে শীঘ্রই গ্রেফতার করিবার সম্ভাবনা নাই। (247, 447, 457, 488)
news-section (12, 52, 933, 267)
notice-signature (85, 1038, 225, 1055)
col-case-header: মামলার নম্বর ও ধারা (594, 1323, 688, 1336)
signature-subtitle: ভারপ্রাপ্ত কর্মকর্তা (জে.এম.শাখা) (575, 1418, 663, 1427)
logo-prefix: দৈনিক (18, 13, 41, 23)
col-accused-header: আসামীর নাম ও ঠিকানা (712, 579, 827, 592)
masthead-date (212, 12, 379, 53)
notice-paragraph: যেহেতু, নিম্ন তফসিলে উল্লেখিত আসামীর বিরুদ্ধে গ্রেফতারী পরোয়ানা জারী রহিয়াছে এবং যেহেতু ফৌজদারী কার্যবিধি ১৮৯৮ এর ৮৭ ধারা এবং ৮৮ ধারার বিধান মোতাবেক উক্ত আসামীর বিরুদ্ধে কার্যক্রম গ্রহণ করা হইয়াছে। (479, 1151, 689, 1191)
notice-meta (15, 390, 225, 403)
notice-city: ঢাকা। (110, 1117, 130, 1127)
memo-number: স্মারক নং-১৬৮৩ (261, 763, 316, 772)
notice-reference: ঢাঃপিঃ-৯৩/২৩ (247, 1055, 291, 1063)
notice-signature (317, 666, 457, 683)
signature-title: অতিরিক্ত চীফ মেট্রোপলিটন ম্যাজিস্ট্রেট (102, 1410, 208, 1418)
notice-paragraph: এবং অত্র আদালতে বিশ্বাস করিবার কারণ রহিয়াছে যে, অত্র আদালতে বিচারার্থে উক্ত আসামী সোপর্দ/গ্রেফতার এড়াইবার জন্য পলাতক রহিয়াছে বা আত্মগোপন করিয়াছে এবং উক্ত আসামীকে শীঘ্রই গ্রেফতার করিবার সম্ভাবনা নাই। (247, 819, 457, 860)
notice-government: গণপ্রজাতন্ত্রী বাংলাদেশ সরকার (284, 717, 420, 730)
notice-paragraph: যেহেতু, নিম্ন তফসিলে উল্লেখিত আসামীর বিরুদ্ধে গ্রেফতারী পরোয়ানা জারী রহিয়াছে এবং যেহেতু ফৌজদারী কার্যবিধি ১৮৯৮ এর ৮৭ ধারা এবং ৮৮ ধারার বিধান মোতাবেক উক্ত আসামীর বিরুদ্ধে কার্যক্রম গ্রহণ করা হইয়াছে। (711, 407, 921, 447)
notice-paragraph: এবং অত্র আদালতে বিশ্বাস করিবার কারণ রহিয়াছে যে, অত্র আদালতে বিচারার্থে উক্ত আসামী সোপর্দ/গ্রেফতার এড়াইবার জন্য পলাতক রহিয়াছে বা আত্মগোপন করিয়াছে এবং উক্ত আসামীকে শীঘ্রই গ্রেফতার করিবার সম্ভাবনা নাই। (711, 819, 921, 860)
case-cell: সি আর মামলা নং-৭৪৩/২২ ধারা-এন আই এ্যাক্ট ১৩৮ ধারা (130, 963, 224, 1023)
notice-signature (85, 666, 225, 683)
col-case-header: মামলার নম্বর ও ধারা (130, 579, 224, 592)
notice-paragraph: এবং অত্র আদালতে বিশ্বাস করিবার কারণ রহিয়াছে যে, অত্র আদালতে বিচারার্থে উক্ত আসামী সোপর্দ/গ্রেফতার এড়াইবার জন্য পলাতক রহিয়াছে বা আত্মগোপন করিয়াছে এবং উক্ত আসামীকে শীঘ্রই গ্রেফতার করিবার সম্ভাবনা নাই। (247, 1191, 457, 1232)
case-cell: সি আর মামলা নং-১০৪৭/২০ প্রো/ধারা-এন আই এ্যাক্ট ১৩৮ ধারা (594, 1335, 688, 1395)
masthead-divider (202, 12, 205, 42)
notice-paragraph: এবং অত্র আদালতে বিশ্বাস করিবার কারণ রহিয়াছে যে, অত্র আদালতে বিচারার্থে উক্ত আসামী সোপর্দ/গ্রেফতার এড়াইবার জন্য পলাতক রহিয়াছে বা আত্মগোপন করিয়াছে এবং উক্ত আসামীকে শীঘ্রই গ্রেফতার করিবার সম্ভাবনা নাই। (711, 447, 921, 488)
main-story (240, 52, 632, 257)
notice-signature (85, 1410, 225, 1427)
col-case-header: মামলার নম্বর ও ধারা (826, 951, 920, 964)
col-case-header: মামলার নম্বর ও ধারা (594, 951, 688, 964)
notice-office: চীফ মেট্রোপলিটন ম্যাজিস্ট্রেট এর কার্যালয় (745, 362, 887, 372)
court-notice (704, 1082, 928, 1442)
notice-body (711, 407, 921, 557)
col-accused-header: আসামীর নাম ও ঠিকানা (480, 951, 595, 964)
